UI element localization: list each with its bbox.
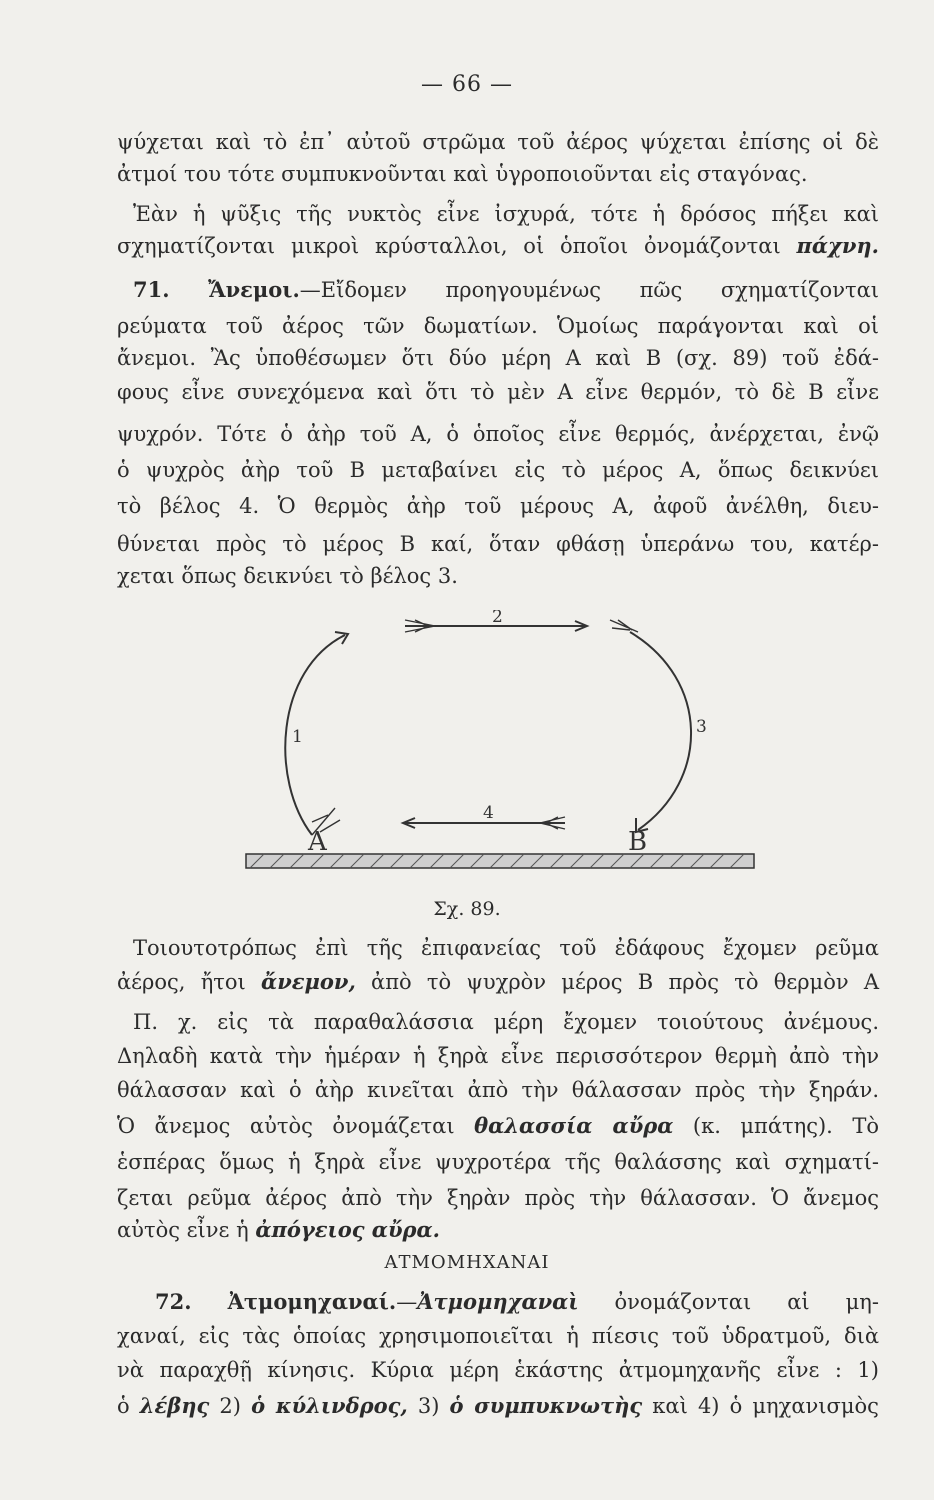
section-title: Ἄνεμοι. [208,277,300,302]
text-line [117,1112,879,1140]
term-pachni: πάχνη. [796,233,879,258]
text-line: φους εἶνε συνεχόμενα καὶ ὅτι τὸ μὲν Α εἶνε θερμόν, τὸ δὲ Β εἶνε [117,380,879,404]
term-atmomichanai: Ἀτμομηχαναὶ [417,1289,579,1314]
section-number: 71. [133,277,170,302]
figure-caption: Σχ. 89. [433,898,501,920]
arrow-label-3: 3 [696,717,707,737]
term-kylindros: ὁ κύλινδρος, [251,1393,408,1418]
text-line: Ἐὰν ἡ ψῦξις τῆς νυκτὸς εἶνε ἰσχυρά, τότε ἡ δρόσος πήξει καὶ [133,202,879,226]
term-anemos: ἄνεμον, [261,969,356,994]
arrow-label-4: 4 [483,803,494,823]
text-line: ὁ ψυχρὸς ἀὴρ τοῦ Β μεταβαίνει εἰς τὸ μέρος Α, ὅπως δεικνύει [117,458,879,482]
text-span: —Εἴδομεν προηγουμένως πῶς σχηματίζονται [299,278,879,302]
arrow-3-feather [610,620,638,632]
text-span: σχηματίζονται μικροὶ κρύσταλλοι, οἱ ὁποῖοι ὀνομάζονται [117,234,781,258]
text-span: καὶ 4) ὁ μηχανισμὸς [652,1394,879,1418]
figure-89-wind-diagram [240,610,760,880]
text-span: 2) [219,1394,241,1418]
text-span: — [396,1290,418,1314]
text-line: Π. χ. εἰς τὰ παραθαλάσσια μέρη ἔχομεν τοιούτους ἀνέμους. [133,1010,879,1034]
section-number: 72. [155,1289,192,1314]
text-span: αὐτὸς εἶνε ἡ [117,1218,249,1242]
arrow-1-head [335,632,348,644]
text-line: χαναί, εἰς τὰς ὁποίας χρησιμοποιεῖται ἡ πίεσις τοῦ ὑδρατμοῦ, διὰ [117,1324,879,1348]
text-line: ἀτμοί του τότε συμπυκνοῦνται καὶ ὑγροποιοῦνται εἰς σταγόνας. [117,162,808,186]
term-thalassia-avra: θαλασσία αὔρα [474,1113,674,1138]
text-span: ὁ [117,1394,130,1418]
section-title: Ἀτμομηχαναί. [227,1289,397,1314]
section-heading: ΑΤΜΟΜΗΧΑΝΑΙ [384,1252,550,1273]
text-line: ἄνεμοι. Ἂς ὑποθέσωμεν ὅτι δύο μέρη Α καὶ Β (σχ. 89) τοῦ ἐδά- [117,346,879,370]
text-line: τὸ βέλος 4. Ὁ θερμὸς ἀὴρ τοῦ μέρους Α, ἀφοῦ ἀνέλθη, διευ- [117,494,879,518]
term-sympyknotis: ὁ συμπυκνωτὴς [449,1393,643,1418]
text-line: ψυχρόν. Τότε ὁ ἀὴρ τοῦ Α, ὁ ὁποῖος εἶνε θερμός, ἀνέρχεται, ἐνῷ [117,422,879,446]
text-line: θάλασσαν καὶ ὁ ἀὴρ κινεῖται ἀπὸ τὴν θάλασσαν πρὸς τὴν ξηράν. [117,1078,879,1102]
point-a-label: Α [308,827,327,857]
term-apogeios-avra: ἀπόγειος αὔρα. [255,1217,440,1242]
text-span: 3) [417,1394,440,1418]
text-span: ἀπὸ τὸ ψυχρὸν μέρος Β πρὸς τὸ θερμὸν Α [371,970,879,994]
text-line: νὰ παραχθῇ κίνησις. Κύρια μέρη ἑκάστης ἀτμομηχανῆς εἶνε : 1) [117,1358,879,1382]
text-line: ψύχεται καὶ τὸ ἐπ᾽ αὐτοῦ στρῶμα τοῦ ἀέρος ψύχεται ἐπίσης οἱ δὲ [117,130,879,154]
arrow-label-1: 1 [292,727,303,747]
text-line [117,1216,879,1244]
text-line: χεται ὅπως δεικνύει τὸ βέλος 3. [117,564,458,588]
text-span: ὀνομάζονται αἱ μη- [614,1290,879,1314]
text-span: Ὁ ἄνεμος αὐτὸς ὀνομάζεται [117,1114,455,1138]
text-line: ζεται ρεῦμα ἀέρος ἀπὸ τὴν ξηρὰν πρὸς τὴν θάλασσαν. Ὁ ἄνεμος [117,1186,879,1210]
point-b-label: Β [628,827,648,857]
text-line: θύνεται πρὸς τὸ μέρος Β καί, ὅταν φθάσῃ ὑπεράνω του, κατέρ- [117,532,879,556]
text-span: ἀέρος, ἤτοι [117,970,246,994]
text-line [117,232,879,260]
text-line [117,968,879,996]
text-line: Δηλαδὴ κατὰ τὴν ἡμέραν ἡ ξηρὰ εἶνε περισσότερον θερμὴ ἀπὸ τὴν [117,1044,879,1068]
section-72-first-line [155,1288,879,1316]
arrow-3-curve [630,632,691,830]
arrow-label-2: 2 [492,610,503,627]
text-line: ρεύματα τοῦ ἀέρος τῶν δωματίων. Ὁμοίως παράγονται καὶ οἱ [117,314,879,338]
term-levis: λέβης [139,1393,210,1418]
text-line: Τοιουτοτρόπως ἐπὶ τῆς ἐπιφανείας τοῦ ἐδάφους ἔχομεν ρεῦμα [133,936,879,960]
text-line: ἑσπέρας ὅμως ἡ ξηρὰ εἶνε ψυχροτέρα τῆς θαλάσσης καὶ σχηματί- [117,1150,879,1174]
text-span: (κ. μπάτης). Τὸ [692,1114,879,1138]
text-line [117,1392,879,1420]
page-number: — 66 — [421,72,513,97]
section-71-first-line [133,276,879,304]
